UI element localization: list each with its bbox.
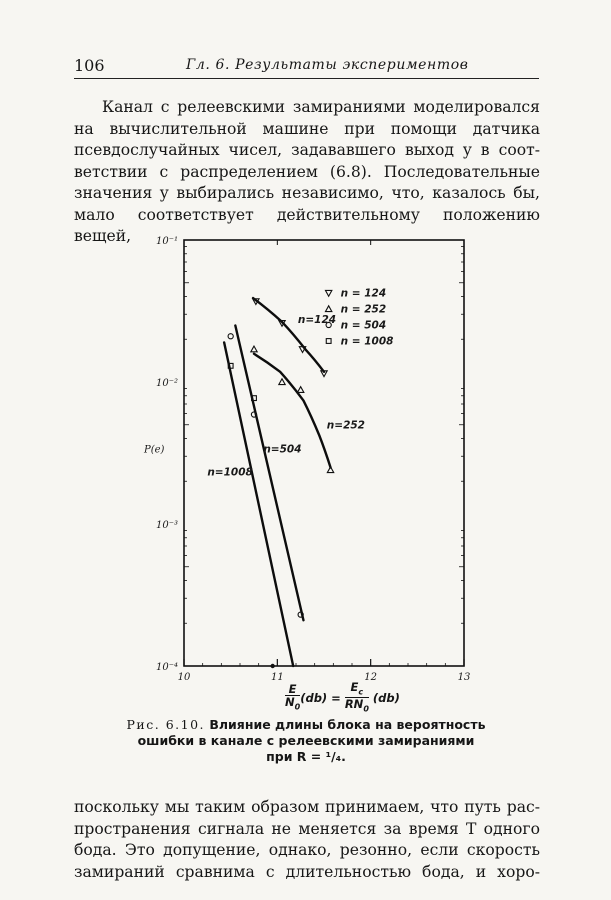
page-number: 106	[74, 56, 105, 75]
figure-chart	[130, 226, 500, 714]
caption-line-3: при R = ¹/₄.	[266, 749, 346, 764]
y-tick-label: 10⁻⁴	[155, 662, 178, 673]
top-line: мало соответствует действительному положению вещей,	[74, 205, 540, 245]
y-tick-label: 10⁻¹	[155, 236, 178, 247]
top-line: Канал с релеевскими замираниями моделировался	[102, 98, 540, 116]
top-line: псевдослучайных чисел, задававшего выход y в соот-	[74, 141, 540, 159]
header-rule	[74, 78, 539, 79]
legend-entry: n = 252	[340, 303, 387, 316]
legend-entry: n = 124	[340, 287, 387, 300]
y-tick-label: 10⁻³	[155, 520, 178, 531]
bottom-paragraph	[74, 797, 540, 883]
caption-line-2: ошибки в канале с релеевскими замираниями	[137, 733, 475, 748]
top-line: ветствии с распределением (6.8). Последовательные	[74, 162, 540, 181]
curve-label-1008: n=1008	[207, 466, 253, 479]
caption-text: Влияние длины блока на вероятность	[209, 717, 486, 732]
top-line: значения y выбирались независимо, что, казалось бы,	[74, 184, 540, 202]
bottom-line: замираний сравнима с длительностью бода, и хоро-	[74, 862, 540, 881]
legend-entry: n = 504	[340, 319, 387, 332]
caption-lead: Рис. 6.10.	[126, 717, 205, 732]
curve-label-252: n=252	[326, 419, 366, 432]
y-tick-label: 10⁻²	[155, 378, 178, 389]
bottom-line: поскольку мы таким образом принимаем, что путь рас-	[74, 798, 540, 816]
top-line: на вычислительной машине при помощи датчика	[74, 119, 540, 138]
curve-label-124: n=124	[297, 314, 337, 327]
data-point-252	[297, 387, 303, 393]
page-header	[74, 56, 539, 78]
chart-svg	[130, 226, 500, 706]
bottom-line: пространения сигнала не меняется за время T одного	[74, 819, 540, 838]
chart-xlabel: E $N_0(db) = E_c$ $RN_0$ (db)	[285, 680, 400, 714]
legend-marker	[325, 306, 331, 312]
top-paragraph	[74, 97, 540, 248]
legend-marker	[325, 290, 331, 296]
x-tick-label: 12	[364, 672, 378, 683]
data-point-252	[279, 379, 285, 385]
data-point-504	[228, 334, 233, 339]
figure-caption	[120, 717, 492, 765]
curve-label-504: n=504	[263, 443, 302, 456]
series-line-1008	[224, 342, 293, 666]
data-point-252	[251, 346, 257, 352]
legend-marker	[326, 339, 331, 344]
x-tick-label: 13	[457, 672, 471, 683]
data-point-252	[327, 467, 333, 473]
legend-entry: n = 1008	[340, 335, 394, 348]
plot-frame	[184, 240, 464, 666]
x-tick-label: 11	[270, 672, 284, 683]
chart-ylabel: P(e)	[144, 444, 165, 456]
running-title: Гл. 6. Результаты экспериментов	[186, 57, 469, 73]
axis-dot	[270, 664, 274, 668]
x-tick-label: 10	[177, 672, 191, 683]
bottom-line: бода. Это допущение, однако, резонно, если скорость	[74, 841, 540, 859]
